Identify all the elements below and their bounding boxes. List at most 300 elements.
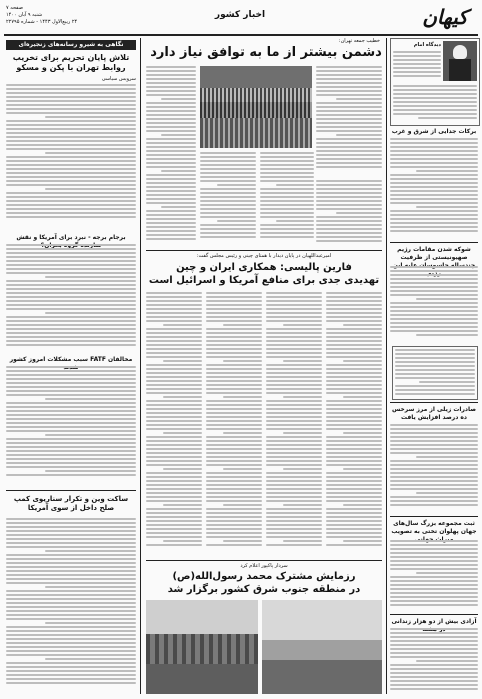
text-line [146, 520, 202, 522]
text-line [266, 376, 322, 378]
text-line [390, 444, 478, 446]
text-line [206, 464, 262, 466]
text-line [6, 336, 136, 338]
text-line [6, 104, 136, 106]
text-line [390, 568, 478, 570]
text-line [6, 268, 136, 270]
text-line [163, 396, 202, 398]
text-line [6, 606, 136, 608]
text-line [326, 472, 382, 474]
text-line [45, 470, 136, 472]
story2-headline-2: تهدیدی جدی برای منافع آمریکا و اسرائیل است [148, 275, 380, 286]
text-line [316, 228, 382, 230]
text-line [390, 500, 478, 502]
text-line [390, 274, 478, 276]
text-line [390, 318, 478, 320]
right-divider-4 [390, 614, 478, 615]
text-line [266, 428, 322, 430]
text-line [6, 570, 136, 572]
text-line [326, 296, 382, 298]
text-line [260, 164, 314, 166]
text-line [395, 377, 475, 379]
text-line [390, 440, 478, 442]
text-line [200, 160, 256, 162]
text-line [206, 424, 262, 426]
text-line [206, 440, 262, 442]
text-line [146, 428, 202, 430]
text-line [390, 158, 478, 160]
text-line [200, 180, 256, 182]
center-body-c [260, 152, 314, 246]
text-line [390, 680, 478, 682]
text-line [316, 94, 382, 96]
text-line [390, 600, 478, 602]
text-line [416, 170, 478, 172]
text-line [6, 558, 136, 560]
text-line [146, 190, 196, 192]
text-line [6, 264, 136, 266]
text-line [206, 316, 262, 318]
text-line [326, 376, 382, 378]
text-line [206, 352, 262, 354]
text-line [6, 248, 136, 250]
text-line [206, 496, 262, 498]
text-line [326, 364, 382, 366]
text-line [266, 444, 322, 446]
text-line [6, 156, 136, 158]
text-line [146, 118, 196, 120]
text-line [266, 316, 322, 318]
right-inner-box [392, 346, 478, 400]
text-line [390, 214, 478, 216]
text-line [390, 476, 478, 478]
text-line [217, 220, 256, 222]
text-line [266, 340, 322, 342]
text-line [390, 290, 478, 292]
text-line [390, 548, 478, 550]
text-line [163, 468, 202, 470]
text-line [266, 304, 322, 306]
text-line [6, 180, 136, 182]
text-line [146, 86, 196, 88]
text-line [316, 180, 382, 182]
text-line [419, 381, 475, 383]
text-line [6, 518, 136, 520]
text-line [266, 412, 322, 414]
text-line [390, 648, 478, 650]
text-line [146, 74, 196, 76]
text-line [390, 436, 478, 438]
text-line [146, 300, 202, 302]
text-line [146, 292, 202, 294]
center-headline: دشمن بیشتر از ما به توافق نیاز دارد [150, 45, 382, 60]
text-line [146, 214, 196, 216]
text-line [390, 592, 478, 594]
text-line [206, 532, 262, 534]
text-line [390, 604, 478, 606]
text-line [390, 552, 478, 554]
text-line [146, 130, 196, 132]
text-line [6, 662, 136, 664]
text-line [326, 476, 382, 478]
text-line [206, 372, 262, 374]
text-line [206, 332, 262, 334]
text-line [146, 82, 196, 84]
box-label: دیدگاه امام [413, 42, 441, 48]
text-line [316, 236, 382, 238]
imam-quote-box [390, 38, 480, 126]
text-line [206, 364, 262, 366]
text-line [206, 524, 262, 526]
text-line [223, 396, 262, 398]
text-line [316, 102, 382, 104]
text-line [146, 440, 202, 442]
text-line [146, 114, 196, 116]
text-line [206, 404, 262, 406]
text-line [395, 349, 475, 351]
text-line [6, 638, 136, 640]
text-line [6, 148, 136, 150]
text-line [260, 180, 314, 182]
text-line [390, 218, 478, 220]
text-line [326, 372, 382, 374]
text-line [146, 222, 196, 224]
text-line [146, 202, 196, 204]
right-item4-headline: ثبت مجموعه بزرگ سال‌های جهان پهلوان تختی به تصویب [391, 520, 477, 535]
text-line [206, 480, 262, 482]
text-line [6, 136, 136, 138]
text-line [206, 296, 262, 298]
text-line [416, 334, 478, 336]
text-line [146, 166, 196, 168]
text-line [6, 316, 136, 318]
text-line [418, 117, 477, 119]
text-line [266, 492, 322, 494]
text-line [206, 348, 262, 350]
text-line [146, 234, 196, 236]
text-line [223, 324, 262, 326]
logo: کیهان [422, 5, 468, 29]
text-line [260, 228, 314, 230]
text-line [206, 476, 262, 478]
text-line [390, 640, 478, 642]
text-line [6, 84, 136, 86]
text-line [326, 480, 382, 482]
text-line [266, 356, 322, 358]
drill-photo-right [262, 600, 382, 694]
text-line [6, 618, 136, 620]
text-line [266, 536, 322, 538]
text-line [6, 378, 136, 380]
text-line [266, 464, 322, 466]
text-line [6, 554, 136, 556]
text-line [316, 204, 382, 206]
text-line [390, 460, 478, 462]
text-line [6, 450, 136, 452]
text-line [416, 298, 478, 300]
text-line [146, 368, 202, 370]
text-line [6, 646, 136, 648]
text-line [6, 654, 136, 656]
text-line [45, 550, 136, 552]
text-line [266, 424, 322, 426]
text-line [146, 484, 202, 486]
text-line [6, 88, 136, 90]
text-line [266, 388, 322, 390]
text-line [390, 480, 478, 482]
text-line [206, 508, 262, 510]
text-line [6, 332, 136, 334]
text-line [390, 202, 478, 204]
text-line [326, 340, 382, 342]
right-divider-3 [390, 516, 478, 517]
text-line [260, 160, 314, 162]
text-line [266, 320, 322, 322]
text-line [146, 436, 202, 438]
text-line [326, 408, 382, 410]
text-line [6, 160, 136, 162]
box-text-bottom [393, 85, 477, 123]
text-line [6, 196, 136, 198]
text-line [6, 422, 136, 424]
text-line [390, 684, 478, 686]
text-line [6, 666, 136, 668]
text-line [390, 488, 478, 490]
text-line [146, 444, 202, 446]
box-quote-text [393, 51, 441, 81]
text-line [206, 388, 262, 390]
text-line [146, 452, 202, 454]
text-line [390, 142, 478, 144]
text-line [6, 426, 136, 428]
text-line [343, 324, 382, 326]
text-line [146, 528, 202, 530]
text-line [146, 150, 196, 152]
text-line [200, 224, 256, 226]
right-item5-headline: آزادی بیش از دو هزار زندانی [391, 618, 477, 625]
story2-headline-1: فارین پالیسی: همکاری ایران و چین [176, 262, 352, 273]
text-line [390, 504, 478, 506]
text-line [316, 74, 382, 76]
text-line [390, 190, 478, 192]
column-rule-right [386, 38, 387, 694]
text-line [146, 380, 202, 382]
text-line [266, 496, 322, 498]
text-line [390, 314, 478, 316]
text-line [343, 504, 382, 506]
text-line [266, 480, 322, 482]
text-line [266, 520, 322, 522]
text-line [6, 272, 136, 274]
text-line [206, 300, 262, 302]
text-line [326, 532, 382, 534]
text-line [206, 528, 262, 530]
text-line [316, 166, 382, 168]
text-line [146, 404, 202, 406]
text-line [316, 150, 382, 152]
text-line [6, 124, 136, 126]
text-line [316, 224, 382, 226]
text-line [6, 172, 136, 174]
left-divider [6, 490, 136, 491]
text-line [393, 89, 477, 91]
text-line [390, 636, 478, 638]
text-line [266, 484, 322, 486]
text-line [6, 458, 136, 460]
text-line [416, 456, 478, 458]
text-line [393, 113, 477, 115]
text-line [146, 340, 202, 342]
text-line [326, 352, 382, 354]
text-line [6, 594, 136, 596]
text-line [326, 428, 382, 430]
text-line [393, 97, 477, 99]
text-line [316, 216, 382, 218]
text-line [260, 192, 314, 194]
text-line [416, 206, 478, 208]
text-line [206, 536, 262, 538]
text-line [6, 438, 136, 440]
text-line [6, 280, 136, 282]
text-line [326, 304, 382, 306]
text-line [200, 176, 256, 178]
left-sub-story-headline: ساکت وین و تکرار سناریوی کمپ صلح داخل از سوی آمریکا [13, 495, 129, 512]
text-line [146, 90, 196, 92]
text-line [283, 432, 322, 434]
text-line [343, 468, 382, 470]
text-line [390, 452, 478, 454]
text-line [390, 150, 478, 152]
text-line [146, 146, 196, 148]
text-line [390, 580, 478, 582]
text-line [326, 320, 382, 322]
text-line [390, 222, 478, 224]
text-line [390, 282, 478, 284]
text-line [343, 360, 382, 362]
text-line [326, 440, 382, 442]
text-line [266, 532, 322, 534]
text-line [6, 674, 136, 676]
text-line [6, 200, 136, 202]
text-line [316, 240, 382, 242]
text-line [163, 324, 202, 326]
text-line [206, 376, 262, 378]
text-line [393, 93, 477, 95]
text-line [390, 540, 478, 542]
text-line [326, 348, 382, 350]
text-line [146, 516, 202, 518]
text-line [146, 94, 196, 96]
text-line [390, 628, 478, 630]
text-line [200, 236, 256, 238]
text-line [6, 260, 136, 262]
text-line [326, 500, 382, 502]
text-line [206, 320, 262, 322]
text-line [266, 420, 322, 422]
story2-body-a [146, 292, 202, 556]
text-line [390, 664, 478, 666]
text-line [206, 328, 262, 330]
story2-kicker: امیرعبداللهیان در پایان دیدار با همتای چینی و رئیس مجلس گفت: [196, 253, 332, 259]
text-line [206, 312, 262, 314]
text-line [6, 446, 136, 448]
text-line [316, 138, 382, 140]
text-line [266, 472, 322, 474]
text-line [6, 308, 136, 310]
text-line [45, 658, 136, 660]
text-line [6, 566, 136, 568]
text-line [316, 184, 382, 186]
text-line [393, 109, 477, 111]
text-line [6, 370, 136, 372]
text-line [326, 536, 382, 538]
text-line [326, 444, 382, 446]
text-line [146, 356, 202, 358]
text-line [326, 496, 382, 498]
text-line [6, 382, 136, 384]
text-line [326, 436, 382, 438]
text-line [6, 212, 136, 214]
text-line [316, 162, 382, 164]
text-line [390, 162, 478, 164]
text-line [266, 544, 322, 546]
text-line [283, 468, 322, 470]
text-line [390, 464, 478, 466]
text-line [146, 464, 202, 466]
text-line [266, 436, 322, 438]
text-line [146, 178, 196, 180]
text-line [200, 152, 256, 154]
text-line [393, 105, 477, 107]
text-line [343, 540, 382, 542]
portrait-photo [443, 41, 477, 81]
text-line [6, 534, 136, 536]
text-line [45, 622, 136, 624]
text-line [266, 348, 322, 350]
text-line [260, 232, 314, 234]
text-line [146, 344, 202, 346]
text-line [326, 516, 382, 518]
text-line [146, 448, 202, 450]
text-line [6, 256, 136, 258]
story2-body-b [206, 292, 262, 556]
text-line [146, 138, 196, 140]
story2-body-c [266, 292, 322, 556]
text-line [200, 204, 256, 206]
text-line [6, 678, 136, 680]
text-line [326, 524, 382, 526]
bottom-headline-2: در منطقه جنوب شرق کشور برگزار شد [167, 584, 361, 595]
text-line [161, 170, 196, 172]
text-line [390, 194, 478, 196]
text-line [6, 96, 136, 98]
text-line [6, 602, 136, 604]
text-line [266, 460, 322, 462]
text-line [260, 200, 314, 202]
text-line [326, 492, 382, 494]
text-line [266, 300, 322, 302]
text-line [390, 306, 478, 308]
text-line [45, 586, 136, 588]
text-line [260, 216, 314, 218]
text-line [146, 508, 202, 510]
text-line [6, 328, 136, 330]
text-line [146, 312, 202, 314]
text-line [223, 540, 262, 542]
text-line [390, 560, 478, 562]
text-line [316, 66, 382, 68]
text-line [6, 590, 136, 592]
